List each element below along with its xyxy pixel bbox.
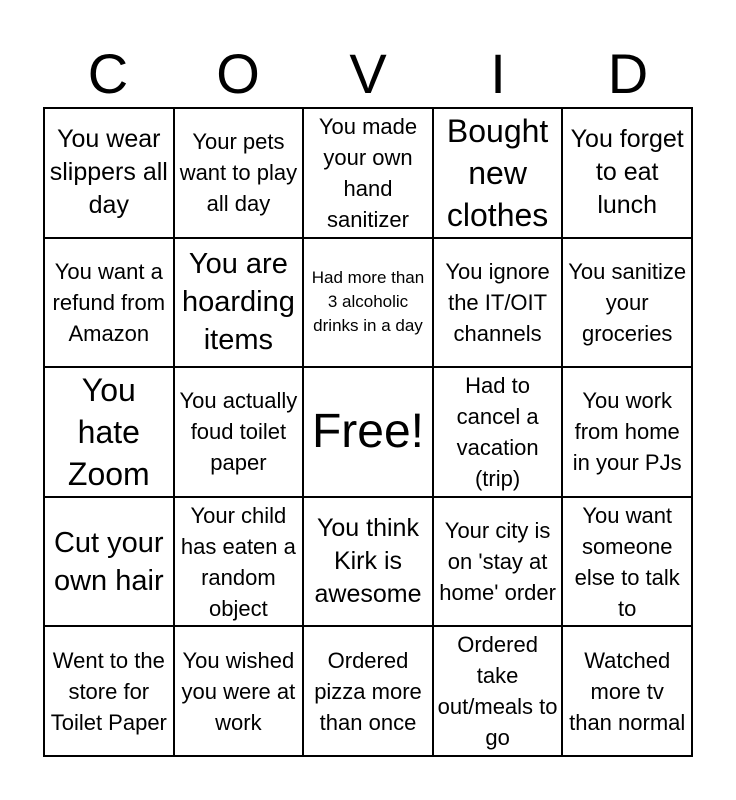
bingo-cell-text: Cut your own hair [53,526,164,597]
title-letter-d: D [607,42,649,105]
bingo-cell[interactable] [562,108,692,238]
bingo-cell-text: Had to cancel a vacation (trip) [456,373,539,491]
bingo-cell[interactable] [174,238,304,368]
free-space[interactable] [303,367,433,497]
bingo-cell[interactable] [433,626,563,756]
bingo-title [43,40,693,108]
bingo-cell[interactable] [174,367,304,497]
bingo-cell[interactable] [562,497,692,627]
title-letter-v: V [349,42,387,105]
bingo-cell-text: You hate Zoom [67,372,150,492]
bingo-cell[interactable] [433,497,563,627]
bingo-cell[interactable] [433,238,563,368]
bingo-cell-text: Your pets want to play all day [179,129,298,217]
bingo-cell[interactable] [562,626,692,756]
free-space-text: Free! [311,404,424,458]
bingo-cell-text: You ignore the IT/OIT channels [445,258,550,346]
title-letter-c: C [87,42,129,105]
bingo-cell[interactable] [303,626,433,756]
bingo-cell[interactable] [303,108,433,238]
bingo-cell[interactable] [174,108,304,238]
title-letter-o: O [216,42,260,105]
bingo-cell-text: Your child has eaten a random object [180,502,296,621]
bingo-cell-text: You are hoarding items [181,248,295,357]
bingo-cell[interactable] [44,108,174,238]
title-letter-i: I [490,42,506,105]
bingo-cell-text: Bought new clothes [446,112,549,233]
bingo-cell-text: You made your own hand sanitizer [318,113,418,232]
bingo-cell[interactable] [44,238,174,368]
bingo-cell[interactable] [433,108,563,238]
bingo-cell-text: Ordered pizza more than once [314,647,422,735]
bingo-cell-text: You wished you were at work [181,647,296,735]
bingo-cell[interactable] [303,238,433,368]
bingo-cell[interactable] [44,497,174,627]
bingo-cell[interactable] [303,497,433,627]
bingo-cell-text: Went to the store for Toilet Paper [50,647,167,735]
bingo-card-grid [43,107,693,757]
bingo-cell-text: Ordered take out/meals to go [437,632,558,751]
bingo-cell-text: Had more than 3 alcoholic drinks in a day [311,268,425,336]
bingo-cell-text: You wear slippers all day [49,125,168,220]
bingo-cell[interactable] [44,626,174,756]
bingo-cell-text: You forget to eat lunch [570,125,684,220]
bingo-cell[interactable] [433,367,563,497]
bingo-cell[interactable] [562,367,692,497]
bingo-cell[interactable] [44,367,174,497]
bingo-cell[interactable] [562,238,692,368]
bingo-cell-text: Your city is on 'stay at home' order [439,518,556,606]
bingo-cell-text: You want someone else to talk to [574,502,680,621]
bingo-cell-text: You actually foud toilet paper [179,388,298,476]
bingo-cell[interactable] [174,626,304,756]
bingo-cell-text: You work from home in your PJs [572,388,682,476]
bingo-cell[interactable] [174,497,304,627]
bingo-cell-text: You sanitize your groceries [568,258,687,346]
bingo-cell-text: You want a refund from Amazon [52,258,166,346]
bingo-cell-text: You think Kirk is awesome [314,514,422,609]
bingo-cell-text: Watched more tv than normal [569,647,686,735]
